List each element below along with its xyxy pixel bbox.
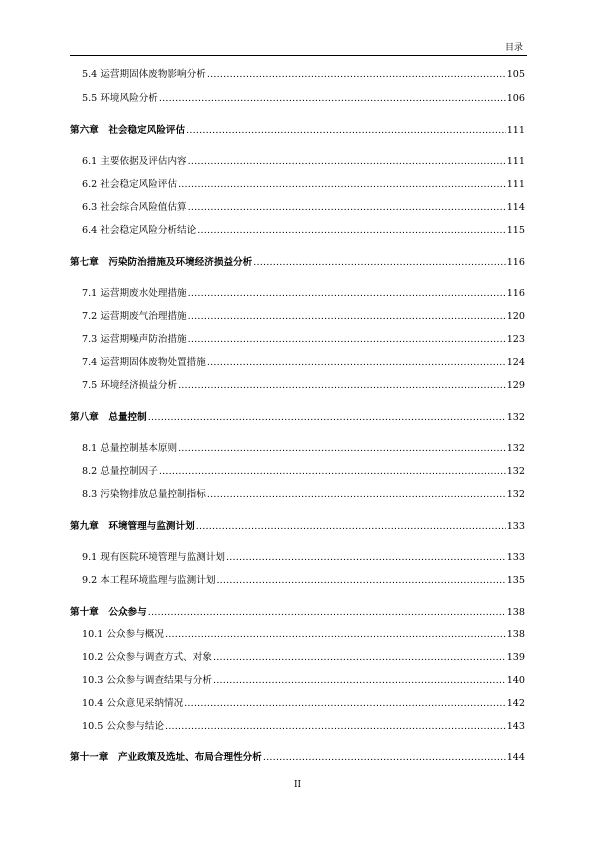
toc-dot-leader [188,202,506,214]
toc-entry-page: 116 [506,288,525,299]
toc-entry-page: 115 [506,225,525,236]
toc-entry-page: 111 [506,179,525,190]
toc-chapter-entry[interactable] [70,257,525,269]
toc-entry-page: 124 [506,357,525,368]
toc-entry-page: 143 [506,721,525,732]
toc-section-entry[interactable] [70,225,525,237]
toc-section-entry[interactable] [70,93,525,105]
toc-dot-leader [226,552,506,564]
toc-entry-page: 120 [506,311,525,322]
toc-entry-page: 123 [506,334,525,345]
toc-section-entry[interactable] [70,489,525,501]
header-label: 目录 [504,43,523,53]
toc-section-entry[interactable] [70,443,525,455]
toc-section-entry[interactable] [70,311,525,323]
toc-entry-title: 第七章 污染防治措施及环境经济损益分析 [70,257,253,268]
toc-section-entry[interactable] [70,69,525,81]
toc-entry-title: 10.5 公众参与结论 [82,721,164,732]
toc-entry-title: 9.1 现有医院环境管理与监测计划 [82,552,226,563]
toc-dot-leader [178,380,506,392]
toc-section-entry[interactable] [70,156,525,168]
toc-section-entry[interactable] [70,380,525,392]
toc-dot-leader [213,652,506,664]
toc-entry-title: 5.4 运营期固体废物影响分析 [82,69,206,80]
toc-dot-leader [263,752,506,764]
toc-chapter-entry[interactable] [70,752,525,764]
toc-dot-leader [188,334,506,346]
toc-entry-page: 114 [506,202,525,213]
toc-entry-page: 132 [506,412,525,423]
toc-entry-title: 5.5 环境风险分析 [82,93,158,104]
toc-dot-leader [188,156,506,168]
toc-entry-title: 7.1 运营期废水处理措施 [82,288,187,299]
toc-dot-leader [148,607,506,619]
toc-entry-page: 106 [506,93,525,104]
toc-section-entry[interactable] [70,652,525,664]
toc-entry-title: 8.2 总量控制因子 [82,466,158,477]
toc-entry-page: 139 [506,652,525,663]
toc-entry-title: 7.4 运营期固体废物处置措施 [82,357,206,368]
toc-entry-page: 111 [506,156,525,167]
toc-section-entry[interactable] [70,288,525,300]
toc-chapter-entry[interactable] [70,521,525,533]
toc-dot-leader [207,489,506,501]
toc-entry-title: 7.2 运营期废气治理措施 [82,311,187,322]
toc-dot-leader [178,443,506,455]
toc-chapter-entry[interactable] [70,125,525,137]
toc-entry-page: 135 [506,575,525,586]
toc-dot-leader [184,698,506,710]
toc-entry-title: 10.1 公众参与概况 [82,629,164,640]
toc-dot-leader [253,257,505,269]
toc-entry-title: 第九章 环境管理与监测计划 [70,521,195,532]
toc-entry-title: 10.4 公众意见采纳情况 [82,698,184,709]
toc-entry-page: 116 [506,257,525,268]
toc-section-entry[interactable] [70,675,525,687]
toc-entry-title: 第十一章 产业政策及选址、布局合理性分析 [70,752,262,763]
toc-dot-leader [196,521,506,533]
toc-section-entry[interactable] [70,179,525,191]
toc-section-entry[interactable] [70,357,525,369]
toc-entry-page: 111 [506,125,525,136]
toc-entry-page: 105 [506,69,525,80]
toc-entry-title: 第六章 社会稳定风险评估 [70,125,186,136]
toc-section-entry[interactable] [70,575,525,587]
toc-entry-title: 7.3 运营期噪声防治措施 [82,334,187,345]
toc-section-entry[interactable] [70,466,525,478]
toc-entry-page: 132 [506,466,525,477]
toc-dot-leader [216,575,505,587]
toc-dot-leader [148,412,506,424]
toc-entry-page: 133 [506,521,525,532]
toc-dot-leader [207,357,506,369]
toc-entry-page: 133 [506,552,525,563]
toc-dot-leader [159,466,506,478]
toc-dot-leader [213,675,506,687]
page-number: II [293,780,302,790]
toc-section-entry[interactable] [70,334,525,346]
toc-entry-page: 140 [506,675,525,686]
toc-entry-title: 6.1 主要依据及评估内容 [82,156,187,167]
toc-dot-leader [197,225,505,237]
toc-entry-title: 第十章 公众参与 [70,607,147,618]
toc-entry-page: 132 [506,489,525,500]
toc-entry-title: 9.2 本工程环境监理与监测计划 [82,575,216,586]
toc-entry-title: 6.4 社会稳定风险分析结论 [82,225,197,236]
toc-section-entry[interactable] [70,721,525,733]
toc-entry-title: 第八章 总量控制 [70,412,147,423]
toc-entry-title: 7.5 环境经济损益分析 [82,380,178,391]
toc-dot-leader [186,125,506,137]
toc-chapter-entry[interactable] [70,412,525,424]
toc-entry-page: 132 [506,443,525,454]
toc-entry-page: 138 [506,629,525,640]
toc-entry-title: 8.3 污染物排放总量控制指标 [82,489,206,500]
toc-dot-leader [178,179,506,191]
toc-dot-leader [159,93,506,105]
toc-section-entry[interactable] [70,629,525,641]
toc-entry-page: 138 [506,607,525,618]
toc-entry-page: 144 [506,752,525,763]
header-rule [70,55,527,56]
toc-entry-title: 6.3 社会综合风险值估算 [82,202,187,213]
toc-section-entry[interactable] [70,698,525,710]
toc-dot-leader [207,69,506,81]
toc-section-entry[interactable] [70,202,525,214]
toc-dot-leader [165,721,506,733]
toc-entry-title: 6.2 社会稳定风险评估 [82,179,178,190]
toc-chapter-entry[interactable] [70,607,525,619]
toc-dot-leader [188,311,506,323]
toc-dot-leader [165,629,506,641]
toc-entry-title: 8.1 总量控制基本原则 [82,443,178,454]
toc-section-entry[interactable] [70,552,525,564]
toc-entry-page: 142 [506,698,525,709]
toc-entry-title: 10.3 公众参与调查结果与分析 [82,675,212,686]
toc-entry-title: 10.2 公众参与调查方式、对象 [82,652,212,663]
toc-entry-page: 129 [506,380,525,391]
toc-dot-leader [188,288,506,300]
